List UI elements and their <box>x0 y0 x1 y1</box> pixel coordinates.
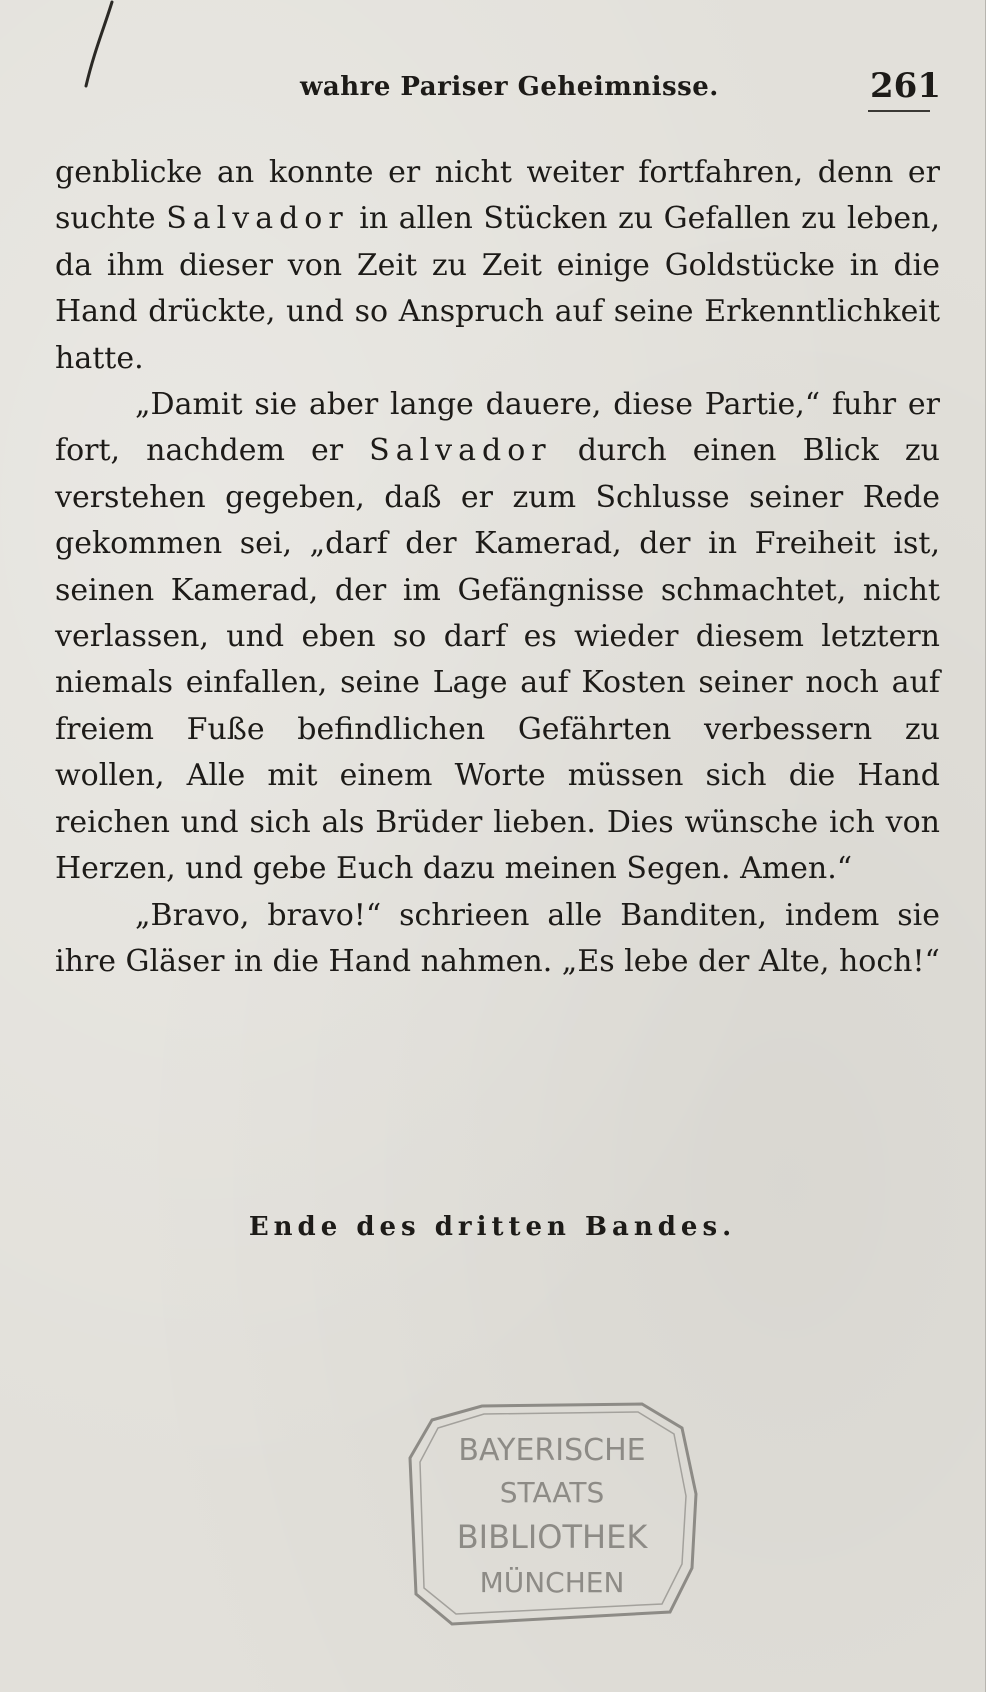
name-salvador: Salvador <box>166 201 349 237</box>
paragraph-1 <box>55 150 940 382</box>
page-edge <box>985 0 1000 1692</box>
stamp-line-1: BAYERISCHE <box>458 1433 646 1468</box>
paragraph-2 <box>55 382 940 892</box>
paragraph-1-rest: in allen Stücken zu Gefallen zu leben, da ihm dieser von Zeit zu Zeit einige Goldstücke in die Hand drückte, und so Anspruch auf seine Erkenntlichkeit hatte. <box>55 201 940 376</box>
body-text <box>55 150 940 985</box>
paragraph-2-start: „Damit sie aber lange dauere, diese Partie,“ fuhr er fort, nachdem er <box>55 387 940 469</box>
running-title: wahre Pariser Geheimnisse. <box>300 72 719 102</box>
name-salvador-2: Salvador <box>369 433 552 469</box>
paragraph-2-rest: durch einen Blick zu verstehen gegeben, daß er zum Schlusse seiner Rede gekommen sei, „darf der Kamerad, der in Freiheit ist, seinen Kamerad, der im Gefängnisse schmachtet, nicht verlassen, und eben so darf es wieder diesem letztern niemals einfallen, seine Lage auf Kosten seiner noch auf freiem Fuße befindlichen Gefährten verbessern zu wollen, Alle mit einem Worte müssen sich die Hand reichen und sich als Brüder lieben. Dies wünsche ich von Herzen, und gebe Euch dazu meinen Segen. Amen.“ <box>55 433 940 887</box>
library-stamp <box>392 1398 712 1630</box>
running-head <box>0 66 985 122</box>
paragraph-3: „Bravo, bravo!“ schrieen alle Banditen, indem sie ihre Gläser in die Hand nahmen. „Es lebe der Alte, hoch!“ <box>55 897 940 979</box>
stamp-line-4: MÜNCHEN <box>479 1566 625 1599</box>
end-of-volume-note: Ende des dritten Bandes. <box>248 1212 737 1242</box>
page-number: 261 <box>870 66 941 106</box>
stamp-line-3: BIBLIOTHEK <box>456 1518 648 1556</box>
page-number-underline <box>868 110 930 112</box>
stamp-line-2: STAATS <box>499 1476 605 1509</box>
paragraph-1-start: genblicke an konnte er nicht weiter fortfahren, denn er suchte <box>55 155 940 237</box>
